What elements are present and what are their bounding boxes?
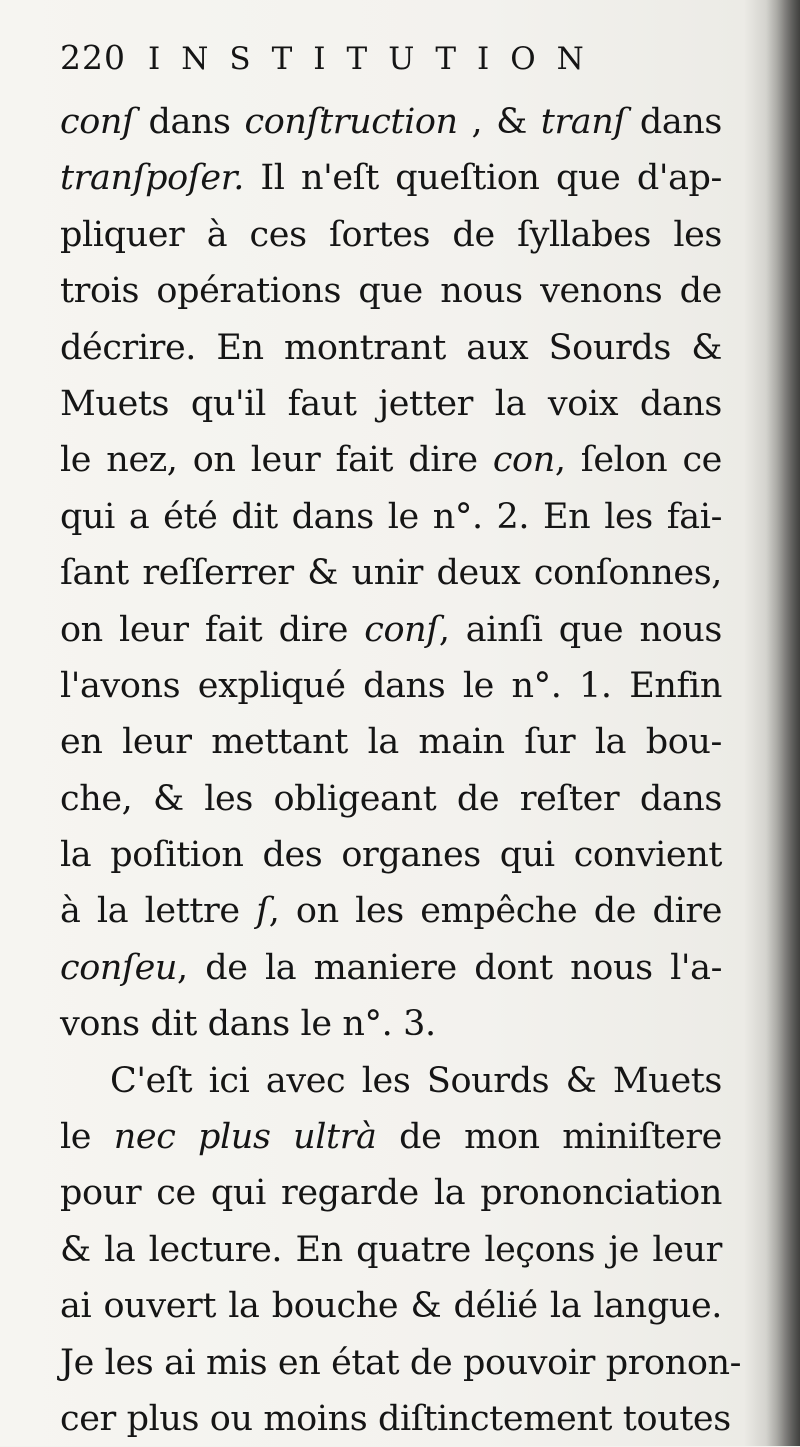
text-span: en leur mettant la main ſur la bou- [60,722,722,763]
italic-text: conſ [364,609,439,650]
text-span: dans [134,102,245,142]
text-line [60,714,722,770]
italic-text: tranſ [540,102,626,142]
italic-text: ſ [256,891,269,932]
text-span: C'eſt ici avec les Sourds & Muets [110,1060,722,1101]
text-line [60,545,722,601]
text-span: , ſelon ce [554,440,722,481]
text-span: che, & les obligeant de reſter dans [60,778,722,819]
page-text-block [60,38,742,1447]
text-line [60,658,722,714]
text-span: dans [625,102,722,142]
running-head: INSTITUTION [148,41,605,77]
text-line [60,771,722,827]
text-line [60,376,722,432]
text-span: à la lettre [60,891,257,932]
text-span: qui a été dit dans le n°. 2. En les fai- [60,496,722,537]
italic-text: con [492,440,555,481]
text-span: la poſition des organes qui convient [60,835,722,876]
text-line [60,883,722,939]
text-span: de mon miniſtere [376,1117,722,1158]
text-span: trois opérations que nous venons de [60,271,722,312]
text-line [60,432,722,488]
book-spine-shadow [766,0,800,1446]
text-span: ſant reſſerrer & unir deux conſonnes, [60,553,722,594]
text-line [60,996,722,1052]
text-span: Il n'eſt queſtion que d'ap- [243,158,722,199]
text-line [60,602,722,658]
text-line [60,1165,722,1221]
text-line [60,150,722,206]
text-span: ai ouvert la bouche & délié la langue. [60,1286,722,1327]
text-span: Muets qu'il faut jetter la voix dans [60,383,722,424]
text-span: Je les ai mis en état de pouvoir pronon- [60,1342,742,1383]
text-span: , & [457,102,541,142]
text-span: & la lecture. En quatre leçons je leur [60,1229,722,1270]
page-number: 220 [60,38,126,77]
text-line [60,489,722,545]
text-span: pliquer à ces ſortes de ſyllabes les [60,214,722,255]
text-line [60,94,722,150]
text-span: vons dit dans le n°. 3. [60,1004,436,1045]
text-span: pour ce qui regarde la prononciation [60,1173,722,1214]
italic-text: conſtruction [244,102,458,142]
italic-text: conſeu [60,947,178,988]
italic-text: conſ [60,102,135,142]
page-header [60,38,722,94]
text-span: l'avons expliqué dans le n°. 1. Enfin [60,665,722,706]
text-line [60,207,722,263]
text-span: cer plus ou moins diſtinctement toutes [60,1398,731,1439]
text-span: le [60,1117,114,1158]
text-line [60,1391,731,1447]
text-span: , de la maniere dont nous l'a- [177,947,722,988]
text-line [60,940,722,996]
text-line [60,263,722,319]
text-line [60,1335,742,1391]
text-line [60,827,722,883]
text-line [60,1222,722,1278]
body-text [60,94,742,1447]
text-span: , on les empêche de dire [268,891,723,932]
text-span: , ainſi que nous [438,609,722,650]
text-span: on leur fait dire [60,609,365,650]
italic-text: nec plus ultrà [113,1117,377,1158]
text-span: le nez, on leur fait dire [60,440,493,481]
text-line [60,1053,722,1109]
text-line [60,1278,722,1334]
text-span: décrire. En montrant aux Sourds & [60,327,722,368]
text-line [60,1109,722,1165]
italic-text: tranſpoſer. [60,158,244,199]
text-line [60,320,722,376]
